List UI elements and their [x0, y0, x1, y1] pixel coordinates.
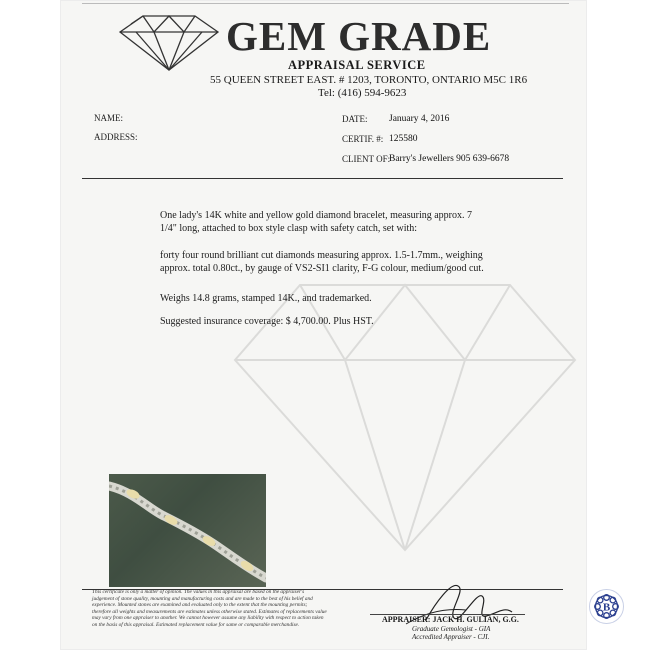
date-value: January 4, 2016 [389, 114, 450, 124]
description-weight: Weighs 14.8 grams, stamped 14K., and trademarked. [160, 293, 372, 304]
company-subtitle: APPRAISAL SERVICE [288, 58, 426, 72]
brand-badge-icon [590, 590, 623, 623]
disclaimer-text: This certificate is only a matter of opinion. The values in this appraisal are based on the appraiser's judgement of stone quality, mounting and manufacturing costs and are made to the best of his belief and experience. Mounted stones are examined and evaluated only to the extent that the mounting permits; therefore all weights and measurements are estimates unless otherwise stated. Estimates of replacements value may vary from one appraiser to another. We cannot however assume any liability with respect to action taken on the basis of this appraisal. Estimated replacement value for same or comparable merchandise. [92, 589, 327, 628]
insurance-coverage: Suggested insurance coverage: $ 4,700.00. Plus HST. [160, 316, 374, 327]
client-value: Barry's Jewellers 905 639-6678 [389, 154, 510, 164]
description-intro: One lady's 14K white and yellow gold diamond bracelet, measuring approx. 7 1/4" long, attached to box style clasp with safety catch, set with: [160, 210, 473, 234]
description-stones: forty four round brilliant cut diamonds measuring approx. 1.5-1.7mm., weighing approx. total 0.80ct., by gauge of VS2-SI1 clarity, F-G colour, medium/good cut. [160, 250, 484, 274]
company-phone: Tel: (416) 594-9623 [318, 87, 407, 99]
appraiser-credential-cji: Accredited Appraiser - CJI. [412, 633, 490, 641]
brand-badge-letter: B [602, 601, 611, 614]
bracelet-photo [109, 474, 266, 587]
client-label: CLIENT OF: [342, 154, 391, 164]
company-address: 55 QUEEN STREET EAST. # 1203, TORONTO, ONTARIO M5C 1R6 [210, 74, 528, 86]
watermark-diamond-icon [230, 265, 580, 555]
date-label: DATE: [342, 114, 368, 124]
header-divider [82, 178, 563, 179]
company-title: GEM GRADE [226, 13, 492, 59]
appraiser-name: APPRAISER: JACK H. GULIAN, G.G. [382, 615, 519, 624]
diamond-logo-icon [118, 14, 220, 72]
appraiser-credential-gia: Graduate Gemologist - GIA [412, 625, 491, 633]
certif-label: CERTIF. #: [342, 134, 384, 144]
bracelet-image [109, 474, 266, 587]
brand-badge-button[interactable] [589, 589, 624, 624]
name-label: NAME: [94, 113, 123, 123]
certif-value: 125580 [389, 134, 418, 144]
address-label: ADDRESS: [94, 132, 138, 142]
